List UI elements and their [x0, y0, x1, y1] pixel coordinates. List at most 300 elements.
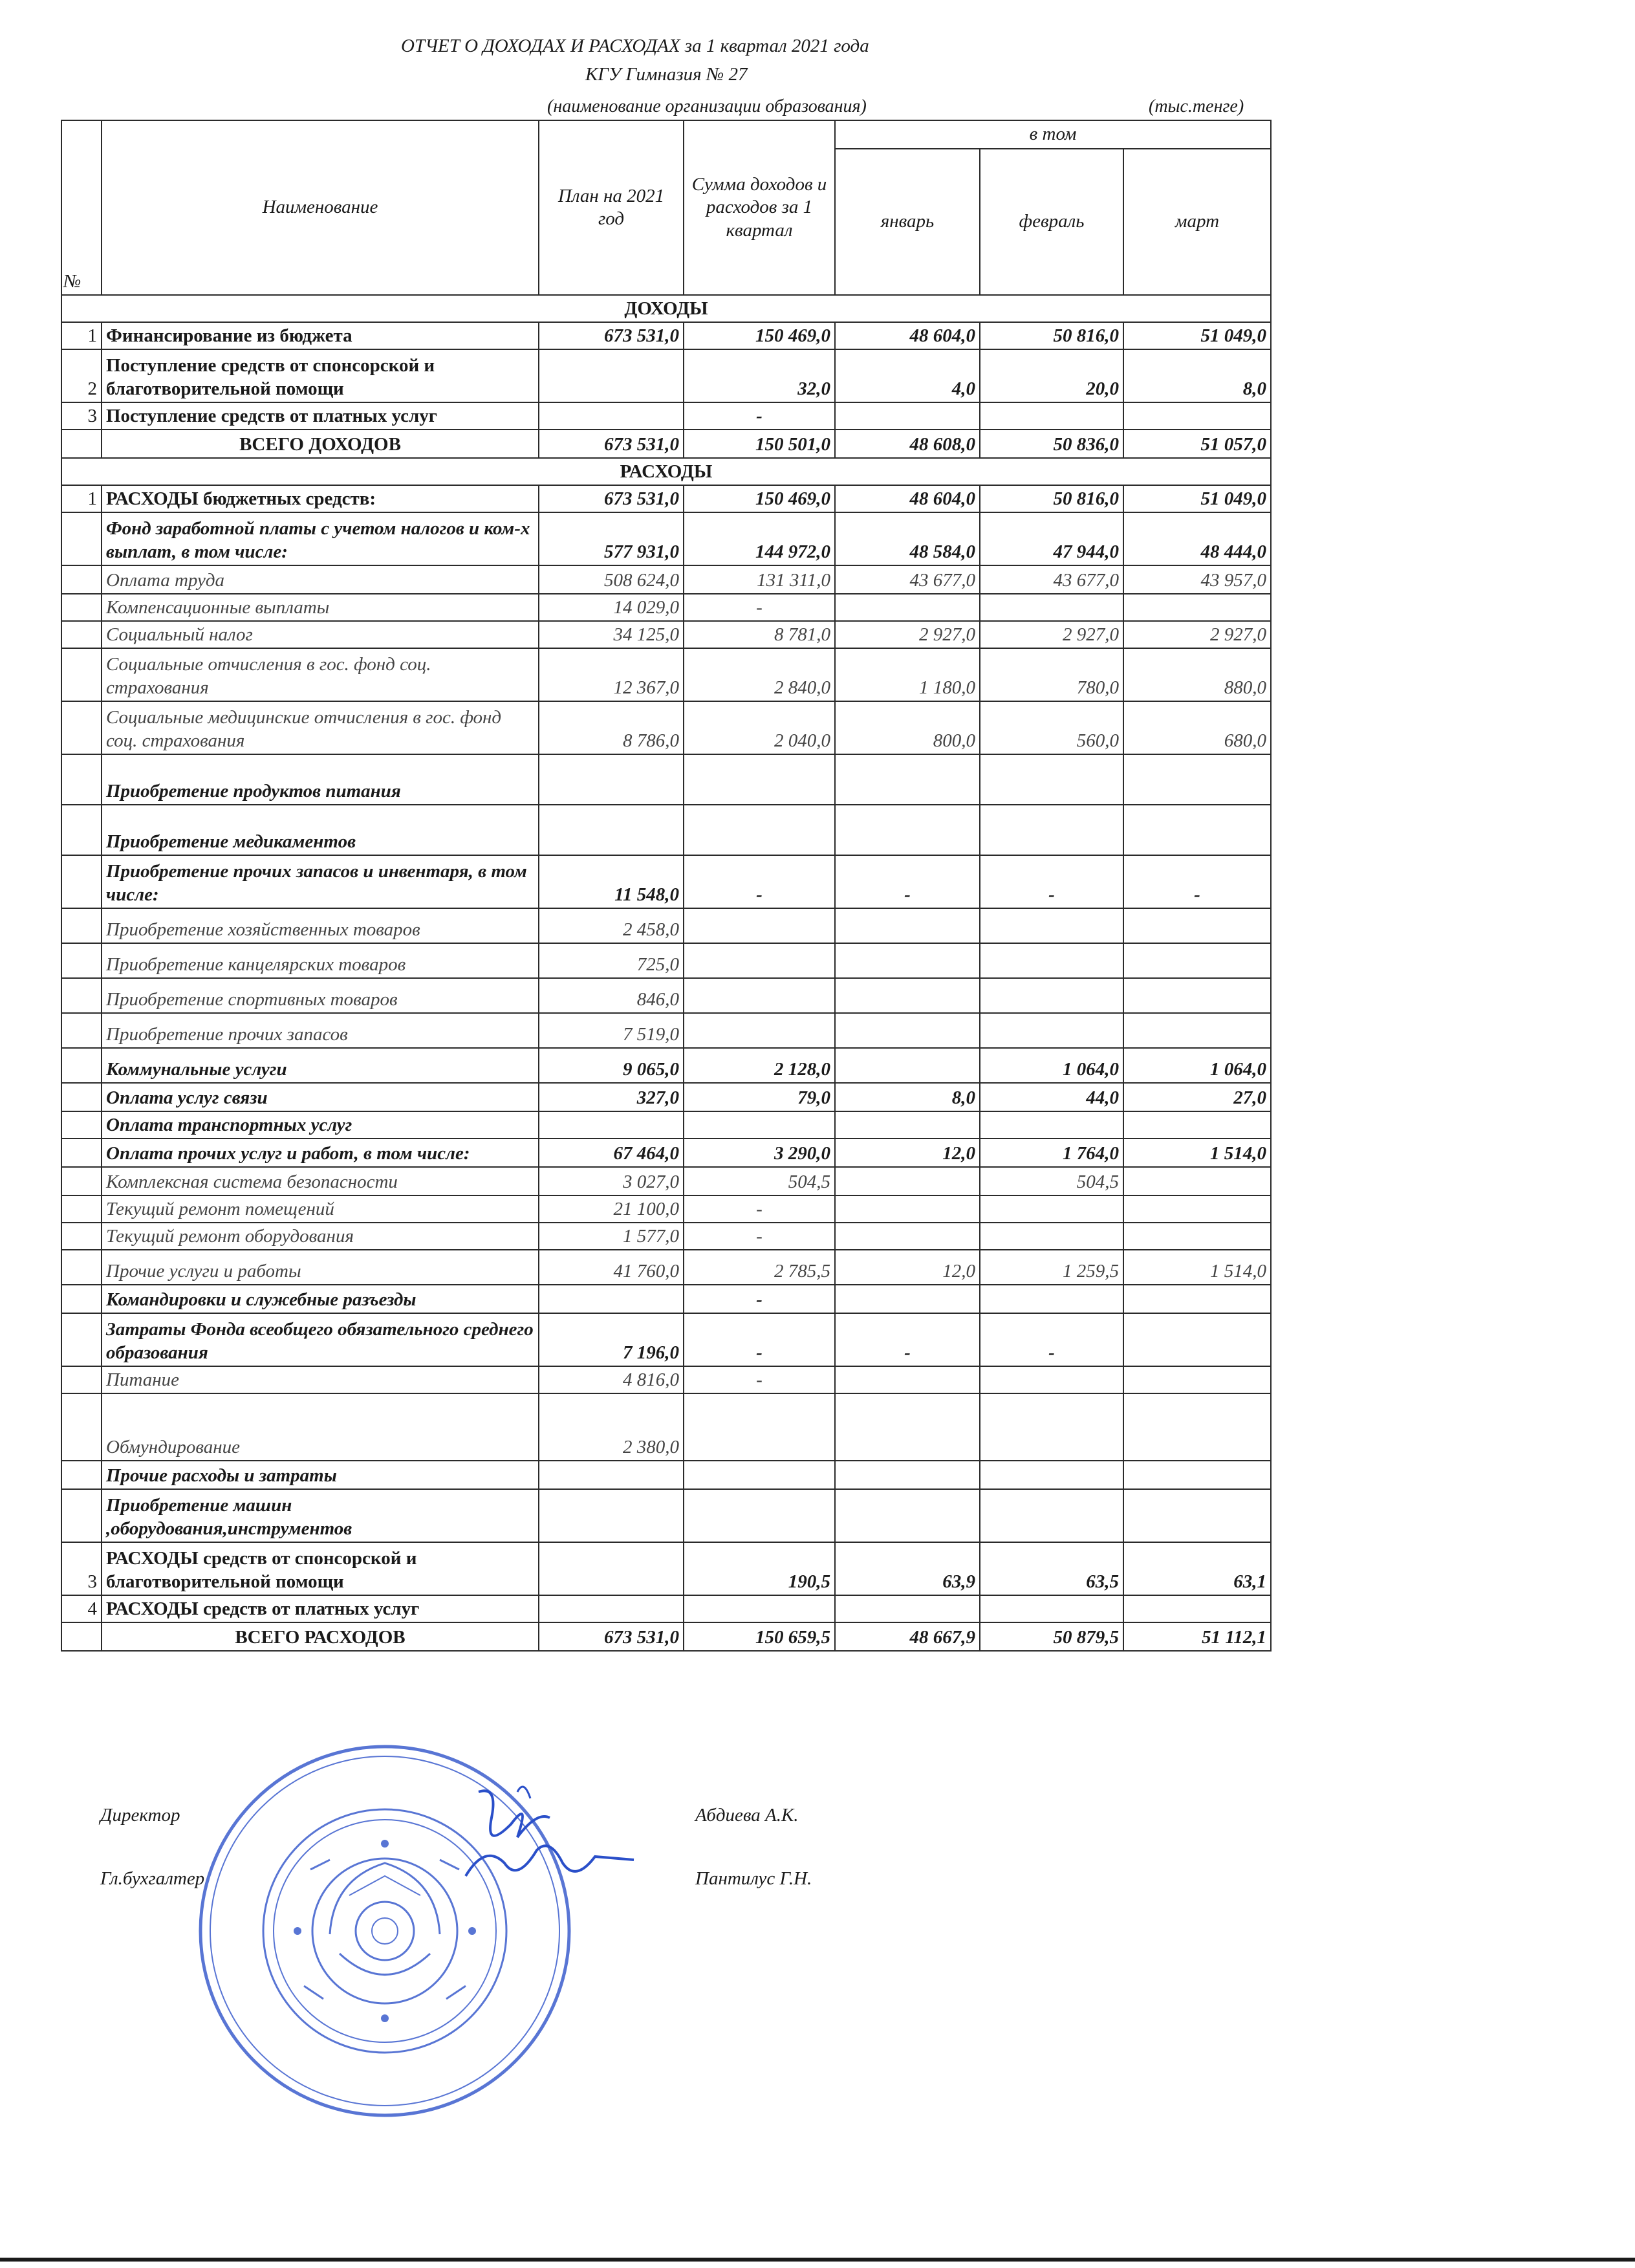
- cell-mar: -: [1123, 855, 1271, 908]
- cell-feb: [980, 1223, 1123, 1250]
- cell-plan: 67 464,0: [539, 1139, 684, 1167]
- cell-plan: 3 027,0: [539, 1167, 684, 1195]
- table-row: [61, 754, 1271, 805]
- cell-feb: [980, 1285, 1123, 1313]
- row-name: Фонд заработной платы с учетом налогов и ком-х выплат, в том числе:: [102, 512, 539, 565]
- cell-sum: [684, 943, 835, 978]
- cell-mar: 51 049,0: [1123, 322, 1271, 349]
- cell-plan: 846,0: [539, 978, 684, 1013]
- cell-feb: 20,0: [980, 349, 1123, 402]
- row-name: Финансирование из бюджета: [102, 322, 539, 349]
- cell-sum: 2 785,5: [684, 1250, 835, 1285]
- cell-sum: -: [684, 855, 835, 908]
- cell-sum: 32,0: [684, 349, 835, 402]
- page-bottom-edge: [0, 2258, 1635, 2262]
- cell-mar: 1 514,0: [1123, 1250, 1271, 1285]
- row-index: [61, 1048, 102, 1083]
- cell-feb: -: [980, 855, 1123, 908]
- cell-plan: 2 380,0: [539, 1393, 684, 1461]
- table-row: [61, 1313, 1271, 1366]
- row-index: [61, 1167, 102, 1195]
- cell-feb: 50 816,0: [980, 485, 1123, 512]
- cell-jan: [835, 1223, 980, 1250]
- cell-jan: 1 180,0: [835, 648, 980, 701]
- cell-feb: 50 816,0: [980, 322, 1123, 349]
- total-plan: 673 531,0: [539, 430, 684, 458]
- cell-mar: 1 064,0: [1123, 1048, 1271, 1083]
- cell-sum: 8 781,0: [684, 621, 835, 648]
- cell-sum: -: [684, 1223, 835, 1250]
- cell-jan: [835, 908, 980, 943]
- table-row: [61, 908, 1271, 943]
- cell-plan: 7 519,0: [539, 1013, 684, 1048]
- row-index: [61, 1393, 102, 1461]
- cell-sum: 79,0: [684, 1083, 835, 1111]
- cell-mar: 51 049,0: [1123, 485, 1271, 512]
- cell-jan: 8,0: [835, 1083, 980, 1111]
- cell-jan: 2 927,0: [835, 621, 980, 648]
- cell-jan: 800,0: [835, 701, 980, 754]
- table-row: [61, 621, 1271, 648]
- table-row: [61, 512, 1271, 565]
- row-name: Оплата прочих услуг и работ, в том числе:: [102, 1139, 539, 1167]
- cell-jan: -: [835, 1313, 980, 1366]
- cell-plan: 327,0: [539, 1083, 684, 1111]
- cell-sum: -: [684, 1366, 835, 1393]
- col-group-header: в том: [835, 120, 1271, 149]
- row-index: [61, 1622, 102, 1651]
- cell-jan: [835, 943, 980, 978]
- table-row: [61, 1489, 1271, 1542]
- total-feb: 50 836,0: [980, 430, 1123, 458]
- cell-feb: [980, 943, 1123, 978]
- total-sum: 150 659,5: [684, 1622, 835, 1651]
- table-row: [61, 1139, 1271, 1167]
- cell-mar: [1123, 1167, 1271, 1195]
- cell-sum: -: [684, 1195, 835, 1223]
- cell-jan: 4,0: [835, 349, 980, 402]
- cell-sum: 144 972,0: [684, 512, 835, 565]
- director-name: Абдиева А.К.: [695, 1805, 799, 1826]
- cell-plan: [539, 1489, 684, 1542]
- cell-feb: 47 944,0: [980, 512, 1123, 565]
- cell-sum: -: [684, 1313, 835, 1366]
- cell-mar: [1123, 805, 1271, 855]
- cell-mar: 43 957,0: [1123, 565, 1271, 594]
- table-row: [61, 701, 1271, 754]
- col-plan-header: План на 2021 год: [539, 120, 684, 295]
- cell-feb: [980, 1195, 1123, 1223]
- table-row: [61, 565, 1271, 594]
- row-name: Оплата услуг связи: [102, 1083, 539, 1111]
- cell-mar: [1123, 1111, 1271, 1139]
- cell-jan: 12,0: [835, 1139, 980, 1167]
- cell-jan: [835, 1111, 980, 1139]
- row-index: [61, 1313, 102, 1366]
- cell-jan: [835, 1195, 980, 1223]
- total-mar: 51 057,0: [1123, 430, 1271, 458]
- cell-plan: [539, 1595, 684, 1622]
- cell-feb: [980, 1393, 1123, 1461]
- report-title: ОТЧЕТ О ДОХОДАХ И РАСХОДАХ за 1 квартал 2021 года: [401, 36, 869, 56]
- director-label: Директор: [100, 1805, 180, 1826]
- row-name: Комплексная система безопасности: [102, 1167, 539, 1195]
- cell-feb: [980, 402, 1123, 430]
- cell-sum: 3 290,0: [684, 1139, 835, 1167]
- col-feb-header: февраль: [980, 149, 1123, 295]
- cell-jan: 48 604,0: [835, 485, 980, 512]
- row-name: Компенсационные выплаты: [102, 594, 539, 621]
- row-name: Поступление средств от платных услуг: [102, 402, 539, 430]
- cell-mar: [1123, 1461, 1271, 1489]
- row-index: [61, 855, 102, 908]
- cell-feb: [980, 1595, 1123, 1622]
- cell-mar: [1123, 754, 1271, 805]
- row-name: Приобретение канцелярских товаров: [102, 943, 539, 978]
- table-row: [61, 322, 1271, 349]
- cell-sum: 504,5: [684, 1167, 835, 1195]
- cell-plan: 673 531,0: [539, 485, 684, 512]
- row-index: [61, 1111, 102, 1139]
- cell-mar: 680,0: [1123, 701, 1271, 754]
- cell-mar: [1123, 1366, 1271, 1393]
- table-row: [61, 1285, 1271, 1313]
- cell-sum: 190,5: [684, 1542, 835, 1595]
- table-row: [61, 1366, 1271, 1393]
- table-row: [61, 1223, 1271, 1250]
- cell-feb: 2 927,0: [980, 621, 1123, 648]
- row-index: [61, 648, 102, 701]
- table-row: [61, 1542, 1271, 1595]
- cell-feb: [980, 1461, 1123, 1489]
- cell-sum: [684, 1461, 835, 1489]
- cell-jan: [835, 402, 980, 430]
- row-name: Социальные отчисления в гос. фонд соц. страхования: [102, 648, 539, 701]
- section-expenses: РАСХОДЫ: [61, 458, 1271, 485]
- row-index: [61, 978, 102, 1013]
- cell-feb: [980, 978, 1123, 1013]
- row-name: Приобретение хозяйственных товаров: [102, 908, 539, 943]
- cell-jan: -: [835, 855, 980, 908]
- row-name: Коммунальные услуги: [102, 1048, 539, 1083]
- table-row: [61, 402, 1271, 430]
- row-index: 4: [61, 1595, 102, 1622]
- col-sum-header: Сумма доходов и расходов за 1 квартал: [684, 120, 835, 295]
- row-index: [61, 1139, 102, 1167]
- row-index: 3: [61, 402, 102, 430]
- row-name: Приобретение медикаментов: [102, 805, 539, 855]
- cell-plan: 577 931,0: [539, 512, 684, 565]
- cell-mar: [1123, 908, 1271, 943]
- cell-jan: [835, 978, 980, 1013]
- cell-plan: 21 100,0: [539, 1195, 684, 1223]
- total-sum: 150 501,0: [684, 430, 835, 458]
- cell-sum: [684, 754, 835, 805]
- table-row: [61, 855, 1271, 908]
- row-index: 1: [61, 322, 102, 349]
- row-index: [61, 1461, 102, 1489]
- table-row: [61, 1111, 1271, 1139]
- row-index: [61, 908, 102, 943]
- table-row: [61, 1250, 1271, 1285]
- cell-sum: 2 840,0: [684, 648, 835, 701]
- report-table: [61, 120, 1272, 1652]
- row-name: Приобретение машин ,оборудования,инструментов: [102, 1489, 539, 1542]
- total-label: ВСЕГО ДОХОДОВ: [102, 430, 539, 458]
- row-index: [61, 594, 102, 621]
- cell-mar: [1123, 594, 1271, 621]
- row-name: РАСХОДЫ бюджетных средств:: [102, 485, 539, 512]
- cell-sum: -: [684, 1285, 835, 1313]
- cell-plan: [539, 1542, 684, 1595]
- cell-jan: [835, 1393, 980, 1461]
- cell-plan: 41 760,0: [539, 1250, 684, 1285]
- cell-mar: 1 514,0: [1123, 1139, 1271, 1167]
- cell-jan: [835, 1595, 980, 1622]
- row-index: [61, 754, 102, 805]
- cell-mar: 27,0: [1123, 1083, 1271, 1111]
- cell-jan: [835, 1489, 980, 1542]
- cell-sum: 2 128,0: [684, 1048, 835, 1083]
- cell-sum: [684, 908, 835, 943]
- cell-plan: 34 125,0: [539, 621, 684, 648]
- row-name: Командировки и служебные разъезды: [102, 1285, 539, 1313]
- cell-feb: 504,5: [980, 1167, 1123, 1195]
- row-name: Затраты Фонда всеобщего обязательного среднего образования: [102, 1313, 539, 1366]
- cell-jan: [835, 754, 980, 805]
- cell-sum: 131 311,0: [684, 565, 835, 594]
- cell-plan: 673 531,0: [539, 322, 684, 349]
- cell-mar: [1123, 402, 1271, 430]
- cell-mar: [1123, 1285, 1271, 1313]
- cell-feb: [980, 1366, 1123, 1393]
- table-row: [61, 943, 1271, 978]
- cell-plan: 4 816,0: [539, 1366, 684, 1393]
- cell-plan: [539, 754, 684, 805]
- units-caption: (тыс.тенге): [1149, 96, 1244, 116]
- cell-mar: [1123, 943, 1271, 978]
- cell-plan: 9 065,0: [539, 1048, 684, 1083]
- cell-plan: 14 029,0: [539, 594, 684, 621]
- table-row: [61, 485, 1271, 512]
- cell-jan: [835, 594, 980, 621]
- cell-plan: 1 577,0: [539, 1223, 684, 1250]
- cell-mar: [1123, 1013, 1271, 1048]
- col-num-header: №: [61, 120, 102, 295]
- cell-feb: 780,0: [980, 648, 1123, 701]
- row-name: Социальный налог: [102, 621, 539, 648]
- table-row: [61, 594, 1271, 621]
- table-row: [61, 978, 1271, 1013]
- table-row: [61, 1595, 1271, 1622]
- cell-feb: [980, 1489, 1123, 1542]
- cell-jan: 43 677,0: [835, 565, 980, 594]
- row-name: Оплата труда: [102, 565, 539, 594]
- cell-mar: [1123, 978, 1271, 1013]
- table-row: [61, 648, 1271, 701]
- cell-plan: [539, 1111, 684, 1139]
- cell-jan: [835, 805, 980, 855]
- signature-scribbles: [440, 1779, 647, 1902]
- row-index: [61, 1366, 102, 1393]
- cell-sum: [684, 1489, 835, 1542]
- cell-jan: [835, 1013, 980, 1048]
- cell-feb: 43 677,0: [980, 565, 1123, 594]
- row-index: [61, 1223, 102, 1250]
- col-jan-header: январь: [835, 149, 980, 295]
- total-feb: 50 879,5: [980, 1622, 1123, 1651]
- row-index: 3: [61, 1542, 102, 1595]
- table-row: [61, 1048, 1271, 1083]
- cell-sum: [684, 1393, 835, 1461]
- cell-mar: [1123, 1489, 1271, 1542]
- row-name: РАСХОДЫ средств от спонсорской и благотворительной помощи: [102, 1542, 539, 1595]
- table-row: [61, 1461, 1271, 1489]
- row-index: [61, 1083, 102, 1111]
- row-name: Оплата транспортных услуг: [102, 1111, 539, 1139]
- cell-plan: [539, 805, 684, 855]
- cell-plan: 2 458,0: [539, 908, 684, 943]
- row-index: [61, 430, 102, 458]
- row-name: Питание: [102, 1366, 539, 1393]
- table-row: [61, 1013, 1271, 1048]
- cell-feb: 44,0: [980, 1083, 1123, 1111]
- cell-plan: 8 786,0: [539, 701, 684, 754]
- cell-jan: 12,0: [835, 1250, 980, 1285]
- total-label: ВСЕГО РАСХОДОВ: [102, 1622, 539, 1651]
- cell-jan: [835, 1366, 980, 1393]
- cell-mar: 880,0: [1123, 648, 1271, 701]
- total-jan: 48 667,9: [835, 1622, 980, 1651]
- table-row: [61, 1083, 1271, 1111]
- cell-plan: [539, 1461, 684, 1489]
- cell-feb: 1 259,5: [980, 1250, 1123, 1285]
- row-name: Социальные медицинские отчисления в гос. фонд соц. страхования: [102, 701, 539, 754]
- cell-feb: [980, 754, 1123, 805]
- row-index: [61, 701, 102, 754]
- row-index: [61, 1285, 102, 1313]
- cell-sum: -: [684, 402, 835, 430]
- table-row: [61, 1167, 1271, 1195]
- row-index: [61, 565, 102, 594]
- total-jan: 48 608,0: [835, 430, 980, 458]
- cell-jan: 48 604,0: [835, 322, 980, 349]
- total-plan: 673 531,0: [539, 1622, 684, 1651]
- cell-plan: 7 196,0: [539, 1313, 684, 1366]
- accountant-label: Гл.бухгалтер: [100, 1868, 205, 1889]
- row-name: Приобретение прочих запасов и инвентаря, в том числе:: [102, 855, 539, 908]
- cell-sum: -: [684, 594, 835, 621]
- total-mar: 51 112,1: [1123, 1622, 1271, 1651]
- row-name: Текущий ремонт оборудования: [102, 1223, 539, 1250]
- cell-jan: [835, 1048, 980, 1083]
- cell-plan: 508 624,0: [539, 565, 684, 594]
- row-name: Поступление средств от спонсорской и благотворительной помощи: [102, 349, 539, 402]
- col-name-header: Наименование: [102, 120, 539, 295]
- row-index: [61, 1489, 102, 1542]
- cell-sum: 150 469,0: [684, 322, 835, 349]
- cell-feb: [980, 594, 1123, 621]
- cell-feb: [980, 1013, 1123, 1048]
- col-mar-header: март: [1123, 149, 1271, 295]
- cell-sum: [684, 1013, 835, 1048]
- cell-feb: 1 064,0: [980, 1048, 1123, 1083]
- cell-feb: [980, 805, 1123, 855]
- cell-feb: [980, 908, 1123, 943]
- cell-feb: 63,5: [980, 1542, 1123, 1595]
- cell-mar: 2 927,0: [1123, 621, 1271, 648]
- row-name: Приобретение прочих запасов: [102, 1013, 539, 1048]
- row-index: [61, 943, 102, 978]
- total-row: [61, 1622, 1271, 1651]
- cell-mar: 8,0: [1123, 349, 1271, 402]
- table-row: [61, 349, 1271, 402]
- cell-sum: 2 040,0: [684, 701, 835, 754]
- row-name: Обмундирование: [102, 1393, 539, 1461]
- row-index: [61, 512, 102, 565]
- organization-name: КГУ Гимназия № 27: [585, 64, 748, 85]
- section-income: ДОХОДЫ: [61, 295, 1271, 322]
- table-row: [61, 1195, 1271, 1223]
- row-index: [61, 805, 102, 855]
- row-index: [61, 1013, 102, 1048]
- cell-jan: [835, 1167, 980, 1195]
- cell-feb: -: [980, 1313, 1123, 1366]
- cell-sum: [684, 805, 835, 855]
- cell-sum: 150 469,0: [684, 485, 835, 512]
- cell-sum: [684, 1595, 835, 1622]
- cell-mar: 63,1: [1123, 1542, 1271, 1595]
- organization-caption: (наименование организации образования): [547, 96, 867, 116]
- row-name: Текущий ремонт помещений: [102, 1195, 539, 1223]
- cell-feb: [980, 1111, 1123, 1139]
- row-index: [61, 621, 102, 648]
- total-row: [61, 430, 1271, 458]
- row-index: [61, 1250, 102, 1285]
- cell-plan: [539, 1285, 684, 1313]
- cell-plan: 725,0: [539, 943, 684, 978]
- cell-sum: [684, 1111, 835, 1139]
- report-body: [61, 295, 1271, 1651]
- cell-plan: [539, 349, 684, 402]
- cell-jan: [835, 1285, 980, 1313]
- cell-jan: 48 584,0: [835, 512, 980, 565]
- row-name: Приобретение спортивных товаров: [102, 978, 539, 1013]
- cell-mar: [1123, 1195, 1271, 1223]
- cell-feb: 1 764,0: [980, 1139, 1123, 1167]
- row-index: 2: [61, 349, 102, 402]
- row-name: Прочие услуги и работы: [102, 1250, 539, 1285]
- row-name: РАСХОДЫ средств от платных услуг: [102, 1595, 539, 1622]
- cell-plan: 12 367,0: [539, 648, 684, 701]
- cell-plan: [539, 402, 684, 430]
- cell-mar: [1123, 1313, 1271, 1366]
- cell-jan: 63,9: [835, 1542, 980, 1595]
- table-row: [61, 805, 1271, 855]
- table-row: [61, 1393, 1271, 1461]
- cell-plan: 11 548,0: [539, 855, 684, 908]
- row-index: [61, 1195, 102, 1223]
- row-name: Приобретение продуктов питания: [102, 754, 539, 805]
- row-name: Прочие расходы и затраты: [102, 1461, 539, 1489]
- cell-mar: [1123, 1595, 1271, 1622]
- row-index: 1: [61, 485, 102, 512]
- cell-mar: [1123, 1223, 1271, 1250]
- cell-mar: 48 444,0: [1123, 512, 1271, 565]
- cell-jan: [835, 1461, 980, 1489]
- accountant-name: Пантилус Г.Н.: [695, 1868, 812, 1889]
- cell-mar: [1123, 1393, 1271, 1461]
